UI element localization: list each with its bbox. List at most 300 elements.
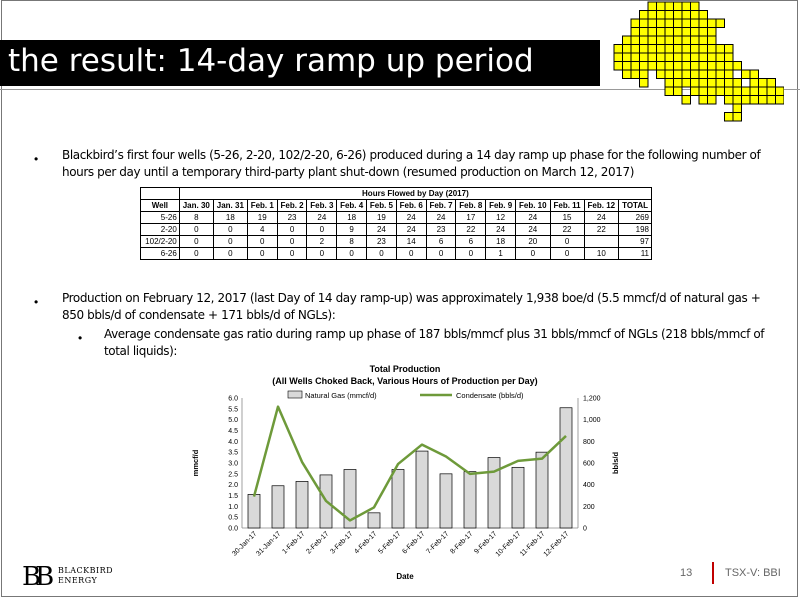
y-tick-label: 5.5: [228, 406, 238, 414]
logo-pixel: [691, 11, 700, 20]
x-tick-label: 30-Jan-17: [231, 530, 259, 558]
logo-pixel: [648, 19, 657, 28]
title-bar: [0, 40, 600, 86]
logo-pixel: [682, 2, 691, 11]
logo-pixel: [657, 19, 666, 28]
logo-pixel: [665, 28, 674, 37]
y2-tick-label: 0: [583, 525, 587, 533]
table-cell: 0: [277, 236, 307, 248]
x-tick-label: 7-Feb-17: [425, 530, 451, 556]
logo-pixel: [674, 19, 683, 28]
table-column-header: Feb. 7: [426, 200, 456, 212]
table-column-header: Feb. 6: [396, 200, 426, 212]
table-cell: 19: [247, 212, 277, 224]
x-tick-label: 8-Feb-17: [449, 530, 475, 556]
table-cell: 24: [367, 224, 397, 236]
logo-pixel: [699, 36, 708, 45]
table-cell: 1: [486, 248, 516, 260]
logo-pixel: [631, 36, 640, 45]
table-cell: 0: [307, 248, 337, 260]
table-cell: 0: [179, 248, 213, 260]
x-tick-label: 1-Feb-17: [281, 530, 307, 556]
logo-pixel: [665, 2, 674, 11]
table-cell: 17: [456, 212, 486, 224]
table-cell: 0: [550, 236, 584, 248]
table-cell: 8: [337, 236, 367, 248]
logo-pixel: [648, 2, 657, 11]
logo-pixel: [708, 53, 717, 62]
bar-natural-gas: [440, 474, 452, 528]
page-number: 13: [680, 567, 693, 579]
table-cell: 24: [516, 224, 551, 236]
table-cell: 24: [516, 212, 551, 224]
table-column-header: Feb. 4: [337, 200, 367, 212]
logo-pixel: [708, 79, 717, 88]
logo-pixel: [699, 28, 708, 37]
table-cell: 12: [486, 212, 516, 224]
table-cell: 0: [426, 248, 456, 260]
y-tick-label: 1.5: [228, 493, 238, 500]
bullet-production: Production on February 12, 2017 (last Day of 14 day ramp-up) was approximately 1,938 boe/d (5.5 mmcf/d of natural gas + 850 bbls/d of condensate + 171 bbls/d of NGLs):: [62, 291, 761, 322]
table-row: [141, 212, 652, 224]
table-cell: 10: [584, 248, 619, 260]
y2-axis-label: bbls/d: [611, 451, 620, 475]
logo-pixel: [657, 70, 666, 79]
table-cell: 2: [307, 236, 337, 248]
table-column-header: Feb. 1: [247, 200, 277, 212]
logo-pixel: [614, 62, 623, 71]
logo-pixel: [648, 36, 657, 45]
table-cell: 4: [247, 224, 277, 236]
logo-pixel: [691, 70, 700, 79]
table-column-header: Jan. 31: [213, 200, 247, 212]
logo-pixel: [691, 28, 700, 37]
x-tick-label: 5-Feb-17: [377, 530, 403, 556]
logo-pixel: [708, 36, 717, 45]
logo-pixel: [691, 79, 700, 88]
logo-pixel: [657, 62, 666, 71]
table-cell: 0: [550, 248, 584, 260]
logo-pixel: [623, 70, 632, 79]
logo-pixel: [665, 87, 674, 96]
bar-natural-gas: [248, 494, 260, 528]
logo-line-1: BLACKBIRD: [58, 566, 114, 575]
logo-pixel: [733, 79, 742, 88]
bar-natural-gas: [560, 408, 572, 528]
logo-pixel: [691, 36, 700, 45]
table-column-header: Feb. 5: [367, 200, 397, 212]
table-cell: 97: [619, 236, 652, 248]
logo-pixel: [640, 45, 649, 54]
y2-tick-label: 1,000: [583, 417, 601, 425]
table-cell: 18: [337, 212, 367, 224]
table-cell: 23: [277, 212, 307, 224]
bar-natural-gas: [296, 481, 308, 528]
logo-pixel: [631, 53, 640, 62]
y-tick-label: 0.0: [228, 525, 238, 533]
logo-pixel: [699, 53, 708, 62]
table-column-header: Feb. 3: [307, 200, 337, 212]
logo-pixel: [665, 79, 674, 88]
table-cell: 23: [426, 224, 456, 236]
table-cell: 198: [619, 224, 652, 236]
logo-pixel: [699, 79, 708, 88]
logo-pixel: [640, 19, 649, 28]
logo-pixel: [665, 36, 674, 45]
table-row: [141, 236, 652, 248]
logo-pixel: [716, 70, 725, 79]
y-tick-label: 4.5: [228, 428, 238, 435]
y2-tick-label: 200: [583, 503, 595, 511]
logo-pixel: [708, 19, 717, 28]
logo-pixel: [657, 2, 666, 11]
table-cell: 24: [307, 212, 337, 224]
table-cell: 0: [456, 248, 486, 260]
logo-pixel: [708, 70, 717, 79]
logo-pixel: [699, 87, 708, 96]
logo-pixel: [631, 70, 640, 79]
table-cell: 0: [516, 248, 551, 260]
logo-pixel: [682, 45, 691, 54]
logo-pixel: [674, 2, 683, 11]
logo-pixel: [750, 70, 759, 79]
logo-pixel: [759, 79, 768, 88]
bar-natural-gas: [464, 472, 476, 528]
logo-pixel: [725, 87, 734, 96]
logo-mark: BB: [22, 562, 49, 592]
logo-pixel: [682, 11, 691, 20]
x-tick-label: 31-Jan-17: [255, 530, 283, 558]
table-well-cell: 6-26: [141, 248, 180, 260]
table-column-header: Jan. 30: [179, 200, 213, 212]
logo-pixel: [733, 113, 742, 122]
logo-pixel: [674, 79, 683, 88]
bullet-glyph: •: [34, 295, 39, 309]
logo-pixel: [708, 28, 717, 37]
logo-pixel: [648, 53, 657, 62]
logo-pixel: [614, 53, 623, 62]
chart-subtitle: (All Wells Choked Back, Various Hours of Production per Day): [272, 376, 538, 386]
logo-pixel: [682, 36, 691, 45]
x-tick-label: 12-Feb-17: [542, 530, 571, 559]
logo-pixel: [716, 87, 725, 96]
logo-pixel: [657, 11, 666, 20]
logo-pixel: [674, 53, 683, 62]
y2-tick-label: 600: [583, 460, 595, 468]
logo-pixel: [699, 19, 708, 28]
logo-pixel: [665, 62, 674, 71]
logo-pixel: [725, 96, 734, 105]
table-cell: 0: [367, 248, 397, 260]
logo-pixel: [691, 62, 700, 71]
table-cell: 6: [426, 236, 456, 248]
logo-pixel: [648, 62, 657, 71]
table-cell: 24: [396, 224, 426, 236]
logo-pixel: [708, 96, 717, 105]
table-cell: 269: [619, 212, 652, 224]
logo-pixel: [665, 19, 674, 28]
logo-pixel: [648, 28, 657, 37]
legend-swatch-gas: [288, 391, 302, 398]
table-cell: 0: [179, 236, 213, 248]
logo-pixel: [674, 87, 683, 96]
logo-pixel: [648, 11, 657, 20]
logo-pixel: [733, 104, 742, 113]
table-cell: 0: [307, 224, 337, 236]
logo-pixel: [716, 19, 725, 28]
logo-pixel: [674, 11, 683, 20]
logo-pixel: [682, 62, 691, 71]
y-tick-label: 3.5: [228, 449, 238, 457]
logo-pixel: [640, 36, 649, 45]
table-cell: 22: [456, 224, 486, 236]
logo-pixel: [699, 11, 708, 20]
logo-pixel: [657, 36, 666, 45]
y-tick-label: 6.0: [228, 395, 238, 403]
table-cell: 19: [367, 212, 397, 224]
y-axis-label: mmcf/d: [191, 449, 200, 477]
table-cell: 18: [486, 236, 516, 248]
bar-natural-gas: [512, 467, 524, 528]
logo-pixel: [767, 87, 776, 96]
pixel-bird-logo-icon: [612, 0, 784, 128]
table-column-header: Feb. 10: [516, 200, 551, 212]
logo-pixel: [682, 53, 691, 62]
total-production-chart: [180, 360, 630, 590]
table-cell: 24: [426, 212, 456, 224]
logo-pixel: [657, 53, 666, 62]
table-column-header: Feb. 12: [584, 200, 619, 212]
x-tick-label: 9-Feb-17: [473, 530, 499, 556]
logo-pixel: [640, 62, 649, 71]
logo-pixel: [631, 28, 640, 37]
table-cell: 6: [456, 236, 486, 248]
logo-pixel: [750, 96, 759, 105]
table-cell: 0: [277, 224, 307, 236]
logo-pixel: [733, 62, 742, 71]
logo-pixel: [708, 62, 717, 71]
logo-pixel: [725, 70, 734, 79]
table-column-header: Feb. 8: [456, 200, 486, 212]
logo-pixel: [708, 87, 717, 96]
logo-pixel: [640, 28, 649, 37]
logo-pixel: [725, 53, 734, 62]
logo-text: [58, 566, 113, 586]
logo-pixel: [665, 45, 674, 54]
table-cell: 0: [277, 248, 307, 260]
table-cell: 0: [247, 236, 277, 248]
table-cell: 24: [486, 224, 516, 236]
logo-pixel: [674, 45, 683, 54]
logo-pixel: [623, 36, 632, 45]
chart-title: Total Production: [369, 364, 441, 374]
table-well-cell: 5-26: [141, 212, 180, 224]
bar-natural-gas: [272, 486, 284, 528]
table-column-header: Feb. 9: [486, 200, 516, 212]
x-tick-label: 4-Feb-17: [353, 530, 379, 556]
logo-line-2: ENERGY: [58, 576, 98, 585]
table-corner: [141, 188, 180, 200]
logo-pixel: [776, 96, 785, 105]
y2-tick-label: 400: [583, 482, 595, 490]
slide-title: the result: 14-day ramp up period: [8, 43, 534, 79]
y-tick-label: 4.0: [228, 438, 238, 446]
table-cell: 8: [179, 212, 213, 224]
table-row: [141, 248, 652, 260]
table-cell: 0: [337, 248, 367, 260]
table-well-cell: 2-20: [141, 224, 180, 236]
table-cell: 22: [550, 224, 584, 236]
logo-pixel: [665, 70, 674, 79]
logo-pixel: [767, 96, 776, 105]
logo-pixel: [750, 87, 759, 96]
logo-pixel: [699, 96, 708, 105]
logo-pixel: [716, 79, 725, 88]
table-cell: 18: [213, 212, 247, 224]
logo-pixel: [691, 19, 700, 28]
table-header-row: [141, 200, 652, 212]
bullet-condensate-ratio: Average condensate gas ratio during ramp up phase of 187 bbls/mmcf plus 31 bbls/mmcf of NGLs (218 bbls/mmcf of total liquids):: [104, 327, 765, 358]
table-column-header: Feb. 11: [550, 200, 584, 212]
logo-pixel: [691, 87, 700, 96]
legend-label-condensate: Condensate (bbls/d): [456, 391, 524, 400]
logo-pixel: [623, 45, 632, 54]
x-tick-label: 2-Feb-17: [305, 530, 331, 556]
logo-pixel: [657, 28, 666, 37]
table-cell: 0: [213, 224, 247, 236]
logo-pixel: [674, 62, 683, 71]
hours-flowed-table: [140, 187, 652, 260]
logo-pixel: [742, 70, 751, 79]
table-cell: 0: [247, 248, 277, 260]
table-well-cell: 102/2-20: [141, 236, 180, 248]
table-cell: [584, 236, 619, 248]
logo-pixel: [725, 45, 734, 54]
logo-pixel: [691, 53, 700, 62]
table-cell: 24: [584, 212, 619, 224]
ticker-symbol: TSX-V: BBI: [725, 567, 781, 579]
x-tick-label: 11-Feb-17: [518, 530, 547, 558]
bar-natural-gas: [488, 458, 500, 528]
table-column-header: Feb. 2: [277, 200, 307, 212]
y-tick-label: 2.5: [228, 471, 238, 479]
logo-pixel: [691, 45, 700, 54]
logo-pixel: [648, 45, 657, 54]
logo-pixel: [631, 45, 640, 54]
bar-natural-gas: [368, 513, 380, 528]
logo-pixel: [682, 19, 691, 28]
legend-label-gas: Natural Gas (mmcf/d): [305, 391, 377, 400]
bar-natural-gas: [392, 470, 404, 529]
logo-pixel: [640, 11, 649, 20]
y-tick-label: 2.0: [228, 482, 238, 490]
y2-tick-label: 1,200: [583, 395, 601, 403]
logo-pixel: [767, 79, 776, 88]
logo-pixel: [623, 62, 632, 71]
logo-pixel: [699, 45, 708, 54]
logo-pixel: [614, 45, 623, 54]
table-cell: 24: [396, 212, 426, 224]
bar-natural-gas: [536, 452, 548, 528]
bullet-glyph: •: [78, 331, 83, 345]
logo-pixel: [640, 79, 649, 88]
logo-pixel: [682, 28, 691, 37]
logo-pixel: [674, 70, 683, 79]
table-cell: 20: [516, 236, 551, 248]
logo-pixel: [682, 70, 691, 79]
table-cell: 23: [367, 236, 397, 248]
logo-pixel: [725, 62, 734, 71]
logo-pixel: [631, 19, 640, 28]
table-cell: 15: [550, 212, 584, 224]
logo-pixel: [716, 53, 725, 62]
logo-pixel: [742, 96, 751, 105]
x-tick-label: 10-Feb-17: [494, 530, 523, 559]
logo-pixel: [742, 87, 751, 96]
y-tick-label: 3.0: [228, 460, 238, 468]
logo-pixel: [682, 96, 691, 105]
logo-pixel: [733, 96, 742, 105]
table-cell: 0: [179, 224, 213, 236]
table-cell: 0: [213, 236, 247, 248]
y-tick-label: 5.0: [228, 417, 238, 425]
logo-pixel: [674, 28, 683, 37]
logo-pixel: [699, 62, 708, 71]
logo-pixel: [699, 70, 708, 79]
table-cell: 14: [396, 236, 426, 248]
table-column-header: TOTAL: [619, 200, 652, 212]
logo-pixel: [640, 70, 649, 79]
y-tick-label: 1.0: [228, 503, 238, 511]
table-cell: 0: [213, 248, 247, 260]
y2-tick-label: 800: [583, 438, 595, 446]
table-group-header: Hours Flowed by Day (2017): [179, 188, 651, 200]
logo-pixel: [776, 87, 785, 96]
logo-pixel: [657, 45, 666, 54]
y-tick-label: 0.5: [228, 514, 238, 522]
bullet-wells-hours: Blackbird’s first four wells (5-26, 2-20, 102/2-20, 6-26) produced during a 14 day ramp up phase for the following number of hours per day until a temporary third-party plant shut-down (resumed production on March 12, 2017): [62, 148, 761, 179]
logo-pixel: [631, 62, 640, 71]
logo-pixel: [674, 36, 683, 45]
logo-pixel: [623, 53, 632, 62]
logo-pixel: [716, 45, 725, 54]
logo-pixel: [682, 79, 691, 88]
logo-pixel: [665, 53, 674, 62]
table-cell: 9: [337, 224, 367, 236]
table-column-header: Well: [141, 200, 180, 212]
logo-pixel: [733, 87, 742, 96]
table-row: [141, 224, 652, 236]
logo-pixel: [716, 62, 725, 71]
x-axis-label: Date: [396, 572, 414, 581]
logo-pixel: [725, 79, 734, 88]
x-tick-label: 6-Feb-17: [401, 530, 427, 556]
logo-pixel: [759, 96, 768, 105]
logo-pixel: [750, 79, 759, 88]
x-tick-label: 3-Feb-17: [329, 530, 355, 556]
table-cell: 22: [584, 224, 619, 236]
logo-pixel: [665, 11, 674, 20]
logo-pixel: [759, 87, 768, 96]
footer-divider: [712, 562, 714, 584]
bullet-glyph: •: [34, 152, 39, 166]
logo-pixel: [691, 2, 700, 11]
logo-pixel: [640, 53, 649, 62]
table-cell: 0: [396, 248, 426, 260]
table-cell: 11: [619, 248, 652, 260]
logo-pixel: [725, 113, 734, 122]
bar-natural-gas: [416, 451, 428, 528]
